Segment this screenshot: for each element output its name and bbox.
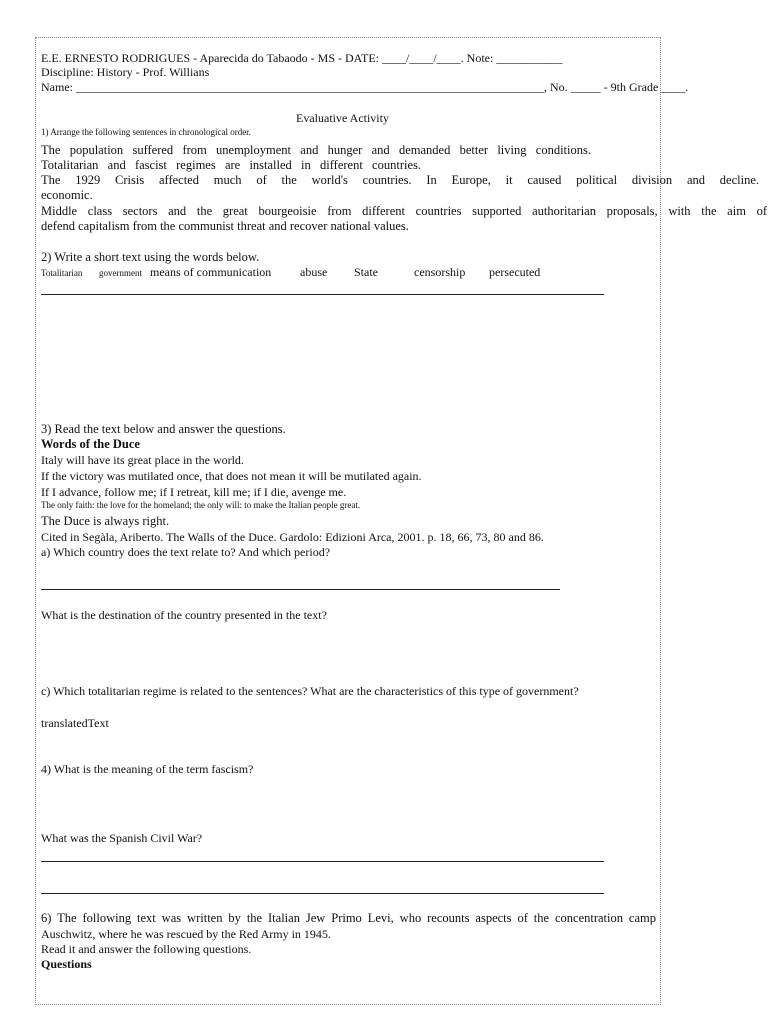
q1-sentence-3-continued: economic. [41,188,93,202]
q2-word-government: government [99,268,142,278]
q6-intro-line-2: Auschwitz, where he was rescued by the Red Army in 1945. [41,927,331,941]
q5-answer-line-1 [41,861,604,862]
page-title: Evaluative Activity [296,111,389,125]
q3-quote-1: Italy will have its great place in the world. [41,453,244,467]
header-name-line: Name: ______________________________________________________________________________, No. _____ - 9th Grade ____. [41,80,689,94]
q2-word-totalitarian: Totalitarian [41,268,83,278]
q5-prompt: What was the Spanish Civil War? [41,831,203,845]
q1-sentence-1: The population suffered from unemployment and hunger and demanded better living conditions. [41,143,591,157]
q6-instruction: Read it and answer the following questions. [41,942,252,956]
q5-answer-line-2 [41,893,604,894]
q6-intro-line-1: 6) The following text was written by the Italian Jew Primo Levi, who recounts aspects of the concentration camp [41,911,656,925]
q2-answer-line [41,294,604,295]
q3-prompt: 3) Read the text below and answer the questions. [41,422,286,436]
q2-word-means-of-communication: means of communication [150,265,272,279]
q2-word-abuse: abuse [300,265,328,279]
q3-quote-3: If I advance, follow me; if I retreat, kill me; if I die, avenge me. [41,485,347,499]
header-discipline-line: Discipline: History - Prof. Willians [41,65,210,79]
q1-sentence-2: Totalitarian and fascist regimes are installed in different countries. [41,158,421,172]
q1-sentence-3: The 1929 Crisis affected much of the world's countries. In Europe, it caused political division and decline. [41,173,759,187]
q3a-answer-line [41,589,560,590]
q3-question-b: What is the destination of the country presented in the text? [41,608,327,622]
q3-question-a: a) Which country does the text relate to? And which period? [41,545,331,559]
q6-questions-heading: Questions [41,957,92,971]
q2-prompt: 2) Write a short text using the words below. [41,250,260,264]
q1-sentence-4-continued: defend capitalism from the communist threat and recover national values. [41,219,409,233]
q3-citation: Cited in Segàla, Ariberto. The Walls of the Duce. Gardolo: Edizioni Arca, 2001. p. 18, 66, 73, 80 and 86. [41,530,544,544]
q1-prompt: 1) Arrange the following sentences in chronological order. [41,127,251,137]
q1-sentence-4: Middle class sectors and the great bourgeoisie from different countries supported authoritarian proposals, with the aim of [41,204,767,218]
q2-word-persecuted: persecuted [489,265,541,279]
q3-question-c: c) Which totalitarian regime is related to the sentences? What are the characteristics of this type of government? [41,684,579,698]
q2-word-censorship: censorship [414,265,466,279]
header-school-line: E.E. ERNESTO RODRIGUES - Aparecida do Tabaodo - MS - DATE: ____/____/____. Note: ___________ [41,51,563,65]
q3-quote-5: The Duce is always right. [41,514,170,528]
q3-quote-4: The only faith: the love for the homeland; the only will: to make the Italian people great. [41,500,361,510]
q2-word-state: State [354,265,378,279]
q3-translated-text: translatedText [41,716,109,730]
q3-quote-2: If the victory was mutilated once, that does not mean it will be mutilated again. [41,469,422,483]
q4-prompt: 4) What is the meaning of the term fascism? [41,762,254,776]
q3-heading: Words of the Duce [41,437,140,451]
